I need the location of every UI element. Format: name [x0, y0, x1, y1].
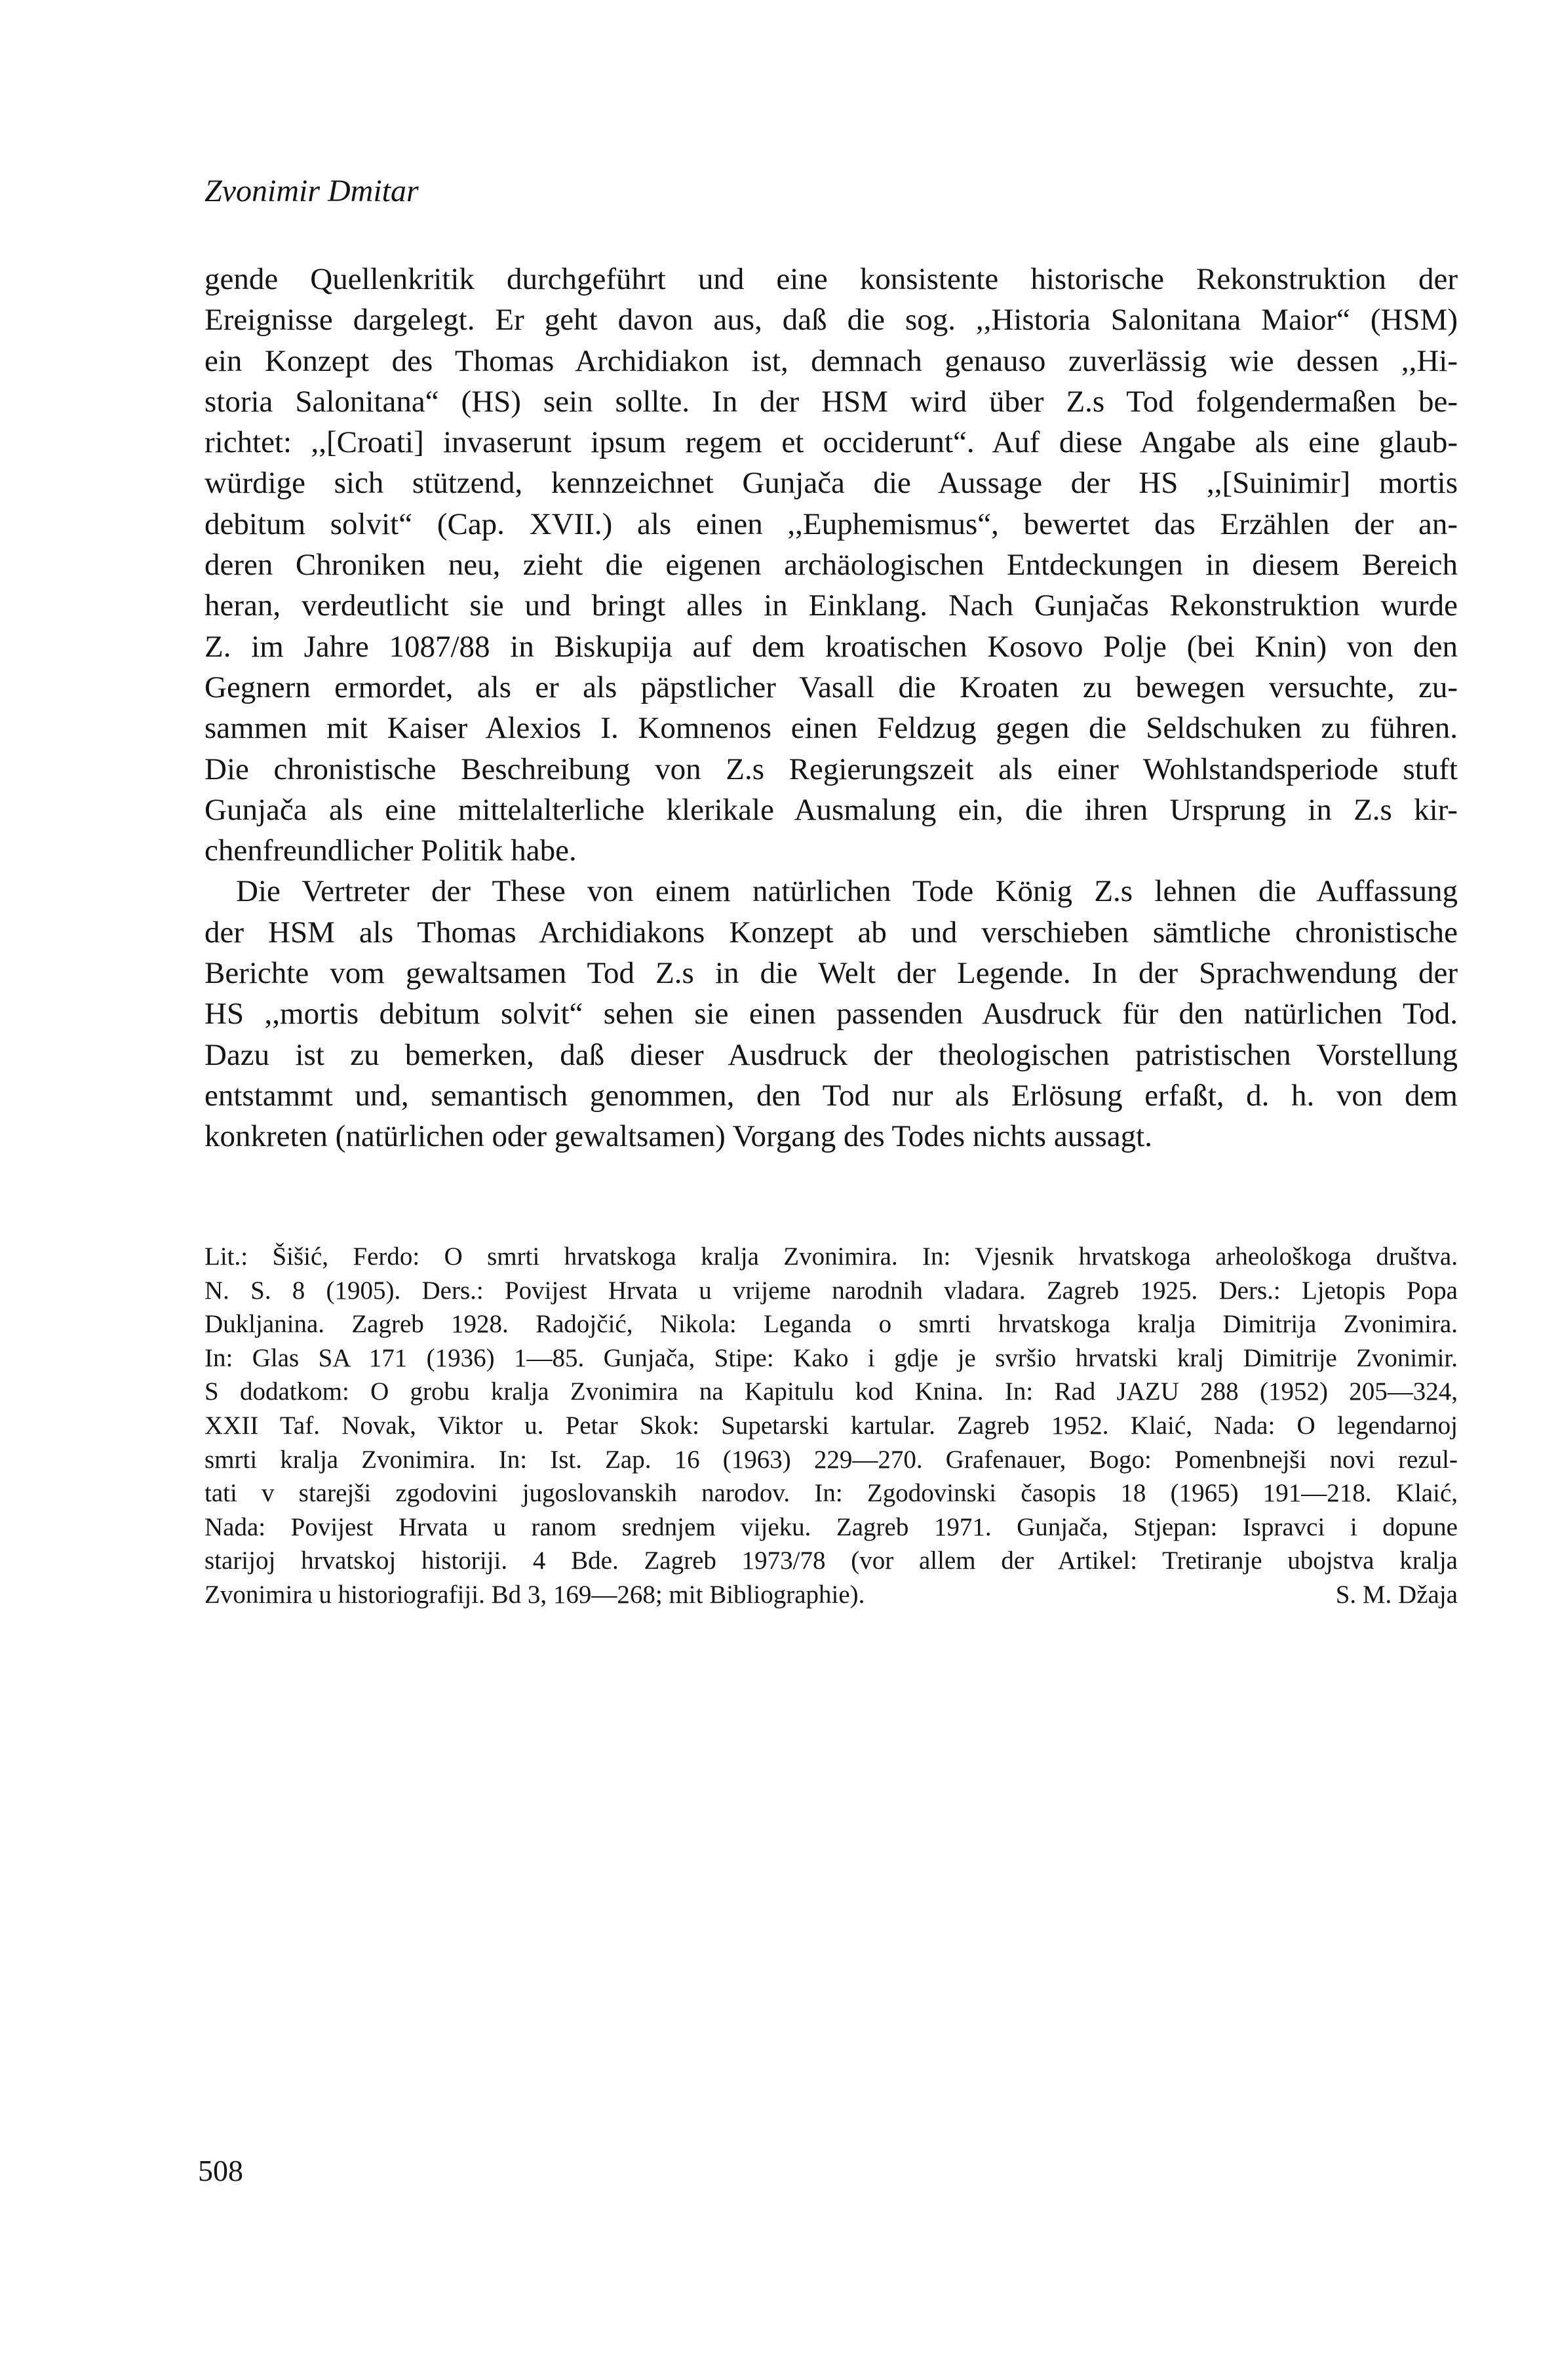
- text-line: würdige sich stützend, kennzeichnet Gunjača die Aussage der HS ,,[Suinimir] mortis: [204, 466, 1458, 501]
- text-line: konkreten (natürlichen oder gewaltsamen) Vorgang des Todes nichts aussagt.: [204, 1119, 1152, 1154]
- text-line: Gunjača als eine mittelalterliche klerikale Ausmalung ein, die ihren Ursprung in Z.s kir-: [204, 792, 1458, 827]
- text-line: heran, verdeutlicht sie und bringt alles in Einklang. Nach Gunjačas Rekonstruktion wurde: [204, 588, 1458, 623]
- running-head: Zvonimir Dmitar: [204, 174, 419, 208]
- literature-line: Dukljanina. Zagreb 1928. Radojčić, Nikola: Leganda o smrti hrvatskoga kralja Dimitrija Zvonimira.: [204, 1310, 1458, 1339]
- paragraph-1: [204, 259, 1458, 871]
- text-line: entstammt und, semantisch genommen, den Tod nur als Erlösung erfaßt, d. h. von dem: [204, 1078, 1458, 1113]
- literature-line: Lit.: Šišić, Ferdo: O smrti hrvatskoga kralja Zvonimira. In: Vjesnik hrvatskoga arheološkoga društva.: [204, 1242, 1458, 1271]
- literature-line: Nada: Povijest Hrvata u ranom srednjem vijeku. Zagreb 1971. Gunjača, Stjepan: Ispravci i dopune: [204, 1512, 1458, 1541]
- text-line: Die Vertreter der These von einem natürlichen Tode König Z.s lehnen die Auffassung: [236, 874, 1458, 909]
- author-signature: S. M. Džaja: [1335, 1580, 1458, 1609]
- text-line: gende Quellenkritik durchgeführt und eine konsistente historische Rekonstruktion der: [204, 262, 1458, 296]
- literature-section: [204, 1240, 1458, 1612]
- text-line: der HSM als Thomas Archidiakons Konzept ab und verschieben sämtliche chronistische: [204, 915, 1458, 950]
- text-line: Z. im Jahre 1087/88 in Biskupija auf dem kroatischen Kosovo Polje (bei Knin) von den: [204, 629, 1458, 664]
- text-line: deren Chroniken neu, zieht die eigenen archäologischen Entdeckungen in diesem Bereich: [204, 548, 1458, 583]
- paragraph-2: [204, 871, 1458, 1157]
- literature-line: Zvonimira u historiografiji. Bd 3, 169—268; mit Bibliographie).: [204, 1580, 865, 1609]
- text-line: storia Salonitana“ (HS) sein sollte. In der HSM wird über Z.s Tod folgendermaßen be-: [204, 384, 1458, 419]
- text-line: Ereignisse dargelegt. Er geht davon aus, daß die sog. ,,Historia Salonitana Maior“ (HSM): [204, 303, 1458, 337]
- page-number: 508: [198, 2154, 243, 2187]
- literature-line: In: Glas SA 171 (1936) 1—85. Gunjača, Stipe: Kako i gdje je svršio hrvatski kralj Dimitrije Zvonimir.: [204, 1343, 1458, 1372]
- text-line: chenfreundlicher Politik habe.: [204, 834, 577, 868]
- text-line: HS ,,mortis debitum solvit“ sehen sie einen passenden Ausdruck für den natürlichen Tod.: [204, 997, 1458, 1031]
- text-line: sammen mit Kaiser Alexios I. Komnenos einen Feldzug gegen die Seldschuken zu führen.: [204, 711, 1458, 746]
- literature-line: starijoj hrvatskoj historiji. 4 Bde. Zagreb 1973/78 (vor allem der Artikel: Tretiranje ubojstva kralja: [204, 1546, 1458, 1575]
- literature-line: smrti kralja Zvonimira. In: Ist. Zap. 16 (1963) 229—270. Grafenauer, Bogo: Pomenbnejši novi rezul-: [204, 1445, 1458, 1474]
- text-line: Dazu ist zu bemerken, daß dieser Ausdruck der theologischen patristischen Vorstellung: [204, 1037, 1458, 1072]
- text-line: Berichte vom gewaltsamen Tod Z.s in die Welt der Legende. In der Sprachwendung der: [204, 956, 1458, 991]
- text-line: debitum solvit“ (Cap. XVII.) als einen ,,Euphemismus“, bewertet das Erzählen der an-: [204, 507, 1458, 541]
- main-text: [204, 259, 1458, 1157]
- text-line: richtet: ,,[Croati] invaserunt ipsum regem et occiderunt“. Auf diese Angabe als eine glaub-: [204, 425, 1458, 460]
- literature-line: S dodatkom: O grobu kralja Zvonimira na Kapitulu kod Knina. In: Rad JAZU 288 (1952) 205—324,: [204, 1377, 1458, 1406]
- text-line: Die chronistische Beschreibung von Z.s Regierungszeit als einer Wohlstandsperiode stuft: [204, 752, 1458, 786]
- literature-line: tati v starejši zgodovini jugoslovanskih narodov. In: Zgodovinski časopis 18 (1965) 191—218. Klaić,: [204, 1479, 1458, 1508]
- text-line: ein Konzept des Thomas Archidiakon ist, demnach genauso zuverlässig wie dessen ,,Hi-: [204, 343, 1458, 378]
- text-line: Gegnern ermordet, als er als päpstlicher Vasall die Kroaten zu bewegen versuchte, zu-: [204, 670, 1458, 704]
- literature-line: XXII Taf. Novak, Viktor u. Petar Skok: Supetarski kartular. Zagreb 1952. Klaić, Nada: O legendarnoj: [204, 1411, 1458, 1440]
- literature-line: N. S. 8 (1905). Ders.: Povijest Hrvata u vrijeme narodnih vladara. Zagreb 1925. Ders.: Ljetopis Popa: [204, 1276, 1458, 1305]
- literature-last-line: [204, 1578, 1458, 1612]
